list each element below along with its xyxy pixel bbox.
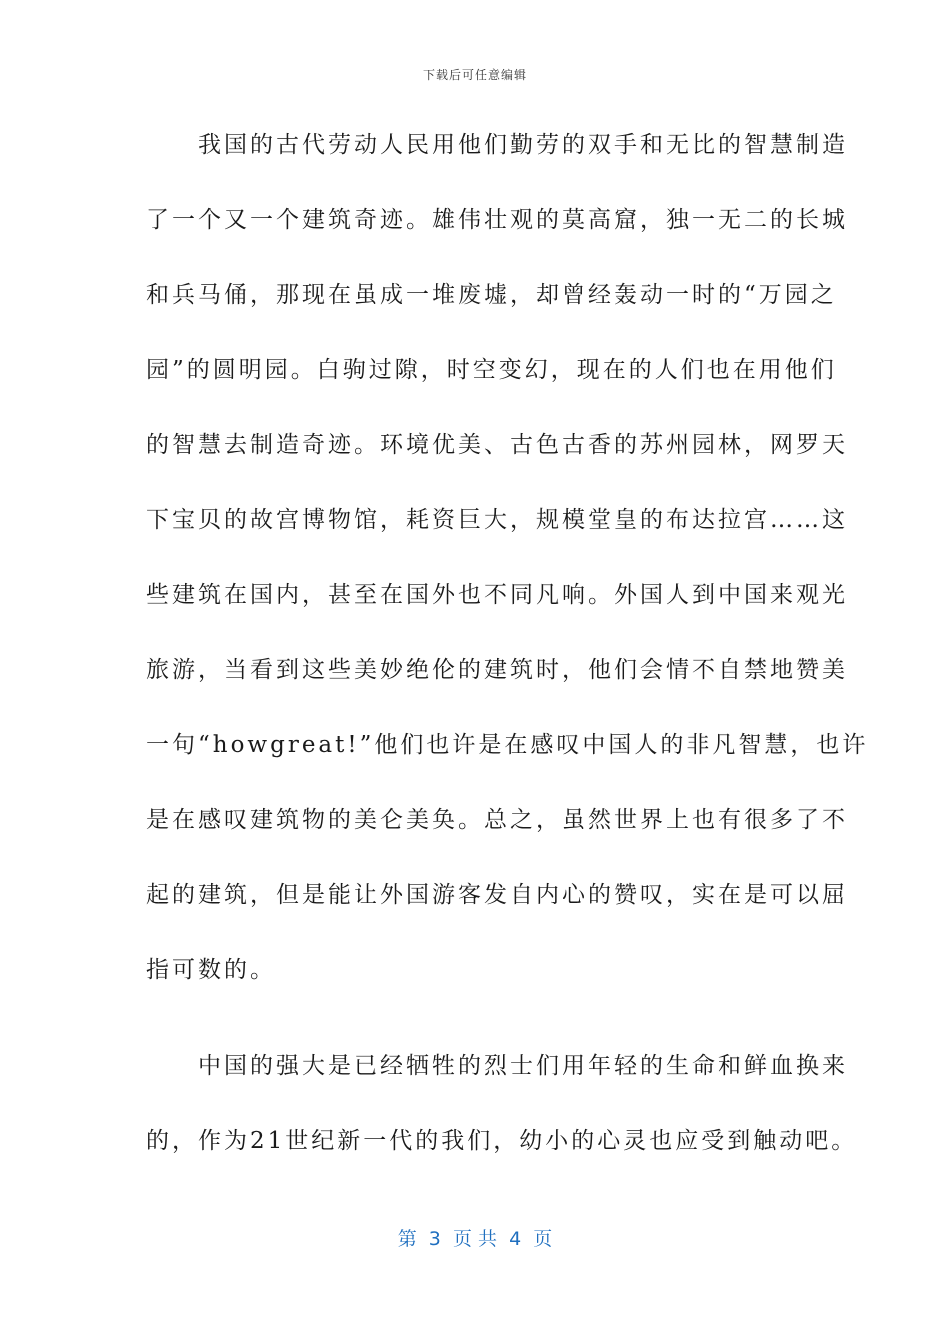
document-body <box>146 116 869 1187</box>
text-line: 的智慧去制造奇迹。环境优美、古色古香的苏州园林，网罗天 <box>146 432 848 458</box>
text-line: 指可数的。 <box>146 957 276 983</box>
page-header: 下载后可任意编辑 <box>422 68 527 82</box>
page-number-footer: 第 3 页 共 4 页 <box>397 1228 553 1250</box>
text-line: 中国的强大是已经牺牲的烈士们用年轻的生命和鲜血换来 <box>146 1053 848 1079</box>
text-line: 下宝贝的故宫博物馆，耗资巨大，规模堂皇的布达拉宫……这 <box>146 507 848 533</box>
paragraph-gap <box>146 1016 806 1037</box>
paragraph <box>146 1037 858 1187</box>
paragraph <box>146 116 869 1016</box>
text-line: 起的建筑，但是能让外国游客发自内心的赞叹，实在是可以屈 <box>146 882 848 908</box>
text-line: 了一个又一个建筑奇迹。雄伟壮观的莫高窟，独一无二的长城 <box>146 207 848 233</box>
text-line: 些建筑在国内，甚至在国外也不同凡响。外国人到中国来观光 <box>146 582 848 608</box>
text-line: 是在感叹建筑物的美仑美奂。总之，虽然世界上也有很多了不 <box>146 807 848 833</box>
text-line: 一句“howgreat!”他们也许是在感叹中国人的非凡智慧，也许 <box>146 732 869 758</box>
text-line: 的，作为21世纪新一代的我们，幼小的心灵也应受到触动吧。 <box>146 1128 858 1154</box>
text-line: 和兵马俑，那现在虽成一堆废墟，却曾经轰动一时的“万园之 <box>146 282 837 308</box>
text-line: 旅游，当看到这些美妙绝伦的建筑时，他们会情不自禁地赞美 <box>146 657 848 683</box>
text-line: 我国的古代劳动人民用他们勤劳的双手和无比的智慧制造 <box>146 132 848 158</box>
text-line: 园”的圆明园。白驹过隙，时空变幻，现在的人们也在用他们 <box>146 357 837 383</box>
